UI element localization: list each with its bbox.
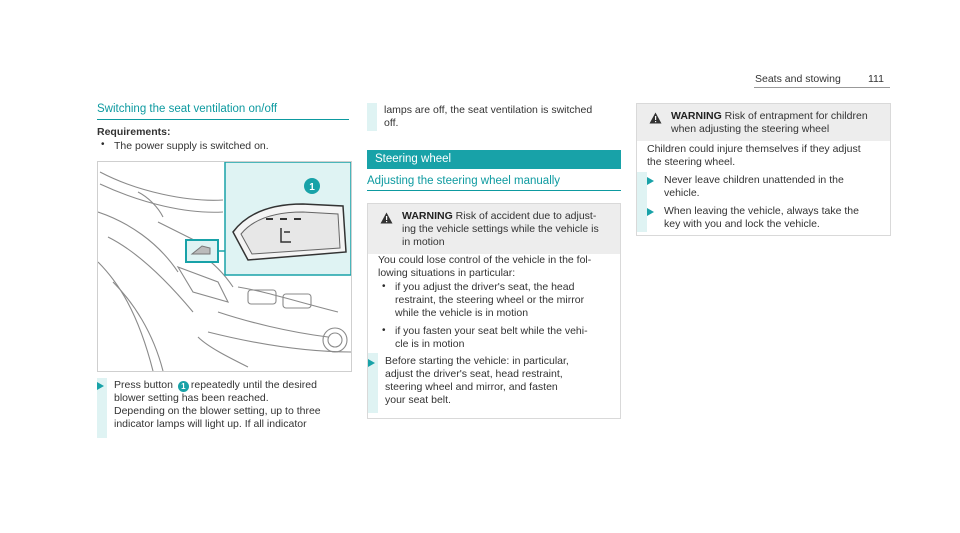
continued-text — [384, 104, 592, 130]
warning-title-line: ing the vehicle settings while the vehicle is — [402, 223, 599, 235]
highlight-bar — [637, 172, 647, 232]
bullet-line: if you adjust the driver's seat, the head — [395, 281, 575, 293]
warning-intro — [647, 143, 861, 169]
step-arrow-icon — [97, 382, 104, 390]
bullet-line: while the vehicle is in motion — [395, 307, 529, 319]
warning-label: WARNING — [402, 210, 453, 222]
action-line: When leaving the vehicle, always take the — [664, 205, 859, 217]
warning-box-accident — [367, 203, 621, 419]
warning-bullet-item — [395, 325, 588, 351]
bullet-dot: • — [101, 139, 105, 150]
warning-bullet-item — [395, 281, 584, 320]
section-name: Seats and stowing — [755, 73, 841, 85]
action-line: adjust the driver's seat, head restraint, — [385, 368, 563, 380]
warning-header — [637, 104, 890, 141]
bullet-line: if you fasten your seat belt while the vehi- — [395, 325, 588, 337]
step-line-first — [114, 379, 354, 392]
warning-title-line: when adjusting the steering wheel — [671, 123, 830, 135]
warning-title-line — [402, 210, 612, 223]
action-line: key with you and lock the vehicle. — [664, 218, 820, 230]
action-line: steering wheel and mirror, and fasten — [385, 381, 558, 393]
warning-action — [664, 174, 844, 200]
warning-label: WARNING — [671, 110, 722, 122]
door-panel-drawing — [98, 162, 351, 371]
continued-line: lamps are off, the seat ventilation is switched — [384, 104, 593, 116]
warning-intro-line: the steering wheel. — [647, 156, 736, 168]
section-heading-steering: Adjusting the steering wheel manually — [367, 175, 561, 187]
step-arrow-icon — [647, 177, 654, 185]
step-line: Depending on the blower setting, up to three — [114, 405, 321, 417]
section-heading-seat-ventilation: Switching the seat ventilation on/off — [97, 103, 278, 115]
heading-rule — [97, 119, 349, 120]
seat-ventilation-illustration — [97, 161, 352, 372]
bullet-line: restraint, the steering wheel or the mirror — [395, 294, 585, 306]
step-line: indicator lamps will light up. If all indicator — [114, 418, 307, 430]
warning-header — [368, 204, 620, 254]
action-line: Before starting the vehicle: in particular, — [385, 355, 569, 367]
warning-action — [664, 205, 859, 231]
step-text-after: repeatedly until the desired — [190, 379, 317, 391]
page-number: 111 — [868, 73, 884, 85]
warning-action — [385, 355, 569, 407]
warning-box-entrapment — [636, 103, 891, 236]
action-line: Never leave children unattended in the — [664, 174, 844, 186]
requirements-label: Requirements: — [97, 126, 171, 138]
warning-intro — [378, 254, 591, 280]
bullet-line: cle is in motion — [395, 338, 465, 350]
action-line: vehicle. — [664, 187, 700, 199]
bullet-dot: • — [382, 325, 386, 336]
step-arrow-icon — [647, 208, 654, 216]
warning-intro-line: Children could injure themselves if they adjust — [647, 143, 861, 155]
heading-rule — [367, 190, 621, 191]
running-header — [755, 73, 841, 86]
continued-line: off. — [384, 117, 399, 129]
callout-badge: 1 — [178, 381, 189, 392]
step-arrow-icon — [368, 359, 375, 367]
callout-number: 1 — [309, 182, 315, 193]
requirement-text: The power supply is switched on. — [114, 140, 269, 152]
action-line: your seat belt. — [385, 394, 451, 406]
warning-intro-line: lowing situations in particular: — [378, 267, 516, 279]
warning-title: Risk of entrapment for children — [724, 110, 868, 122]
warning-triangle-icon — [380, 212, 393, 224]
warning-triangle-icon — [649, 112, 662, 124]
step-line: blower setting has been reached. — [114, 392, 269, 404]
bullet-dot: • — [382, 281, 386, 292]
header-rule — [754, 87, 890, 88]
warning-title: Risk of accident due to adjust- — [455, 210, 597, 222]
warning-title-line: in motion — [402, 236, 445, 248]
warning-title-line — [671, 110, 882, 123]
highlight-bar — [367, 103, 377, 131]
warning-intro-line: You could lose control of the vehicle in the fol- — [378, 254, 592, 266]
step-text — [114, 379, 354, 431]
step-text-before: Press button — [114, 379, 173, 391]
chapter-band-title: Steering wheel — [375, 153, 452, 165]
